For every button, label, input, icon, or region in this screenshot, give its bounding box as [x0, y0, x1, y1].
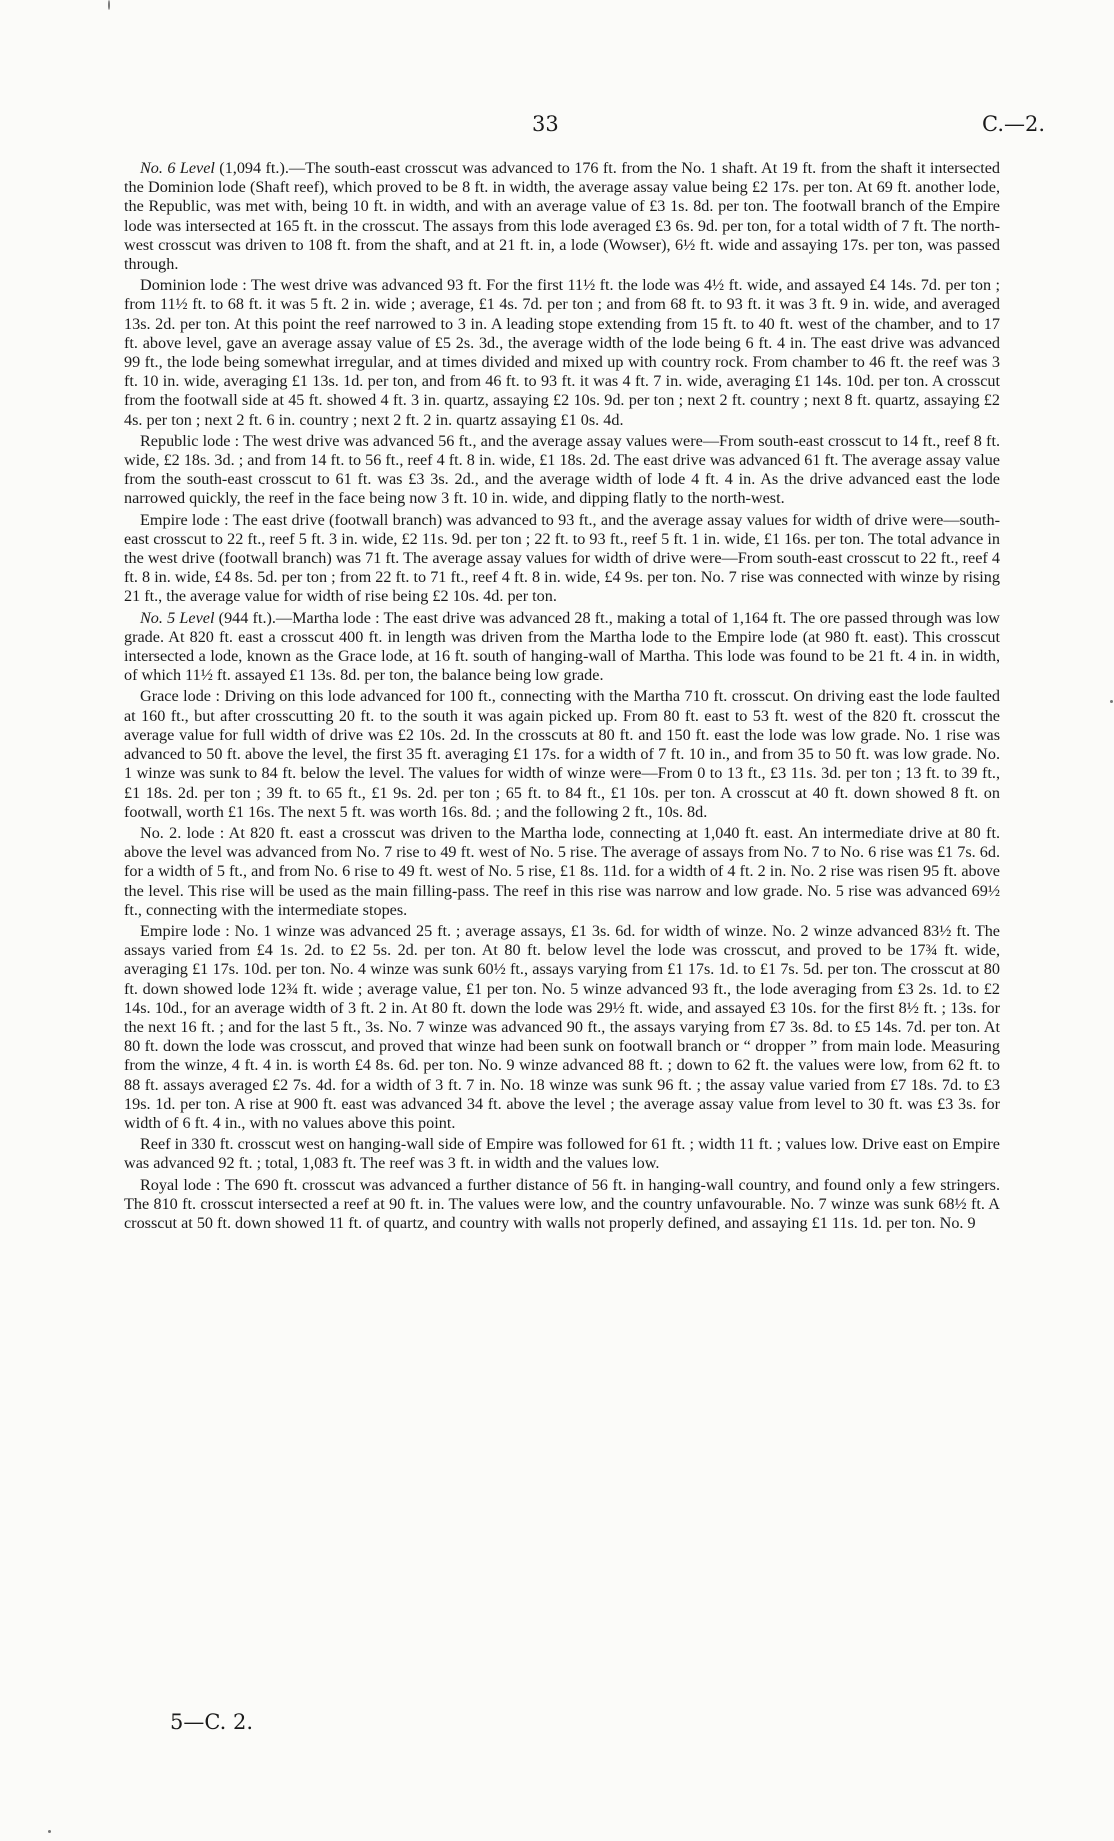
- paragraph: [124, 1135, 1000, 1173]
- document-reference: C.—2.: [982, 112, 1046, 136]
- body-text: [124, 159, 1000, 1235]
- page-number: 33: [532, 112, 559, 136]
- paragraph-text: Royal lode : The 690 ft. crosscut was advanced a further distance of 56 ft. in hanging-wall country, and found only a few stringers. The 810 ft. crosscut intersected a reef at 90 ft. in. The values were low, and the country unfavourable. No. 7 winze was sunk 68½ ft. A crosscut at 50 ft. down showed 11 ft. of quartz, and country with walls not properly defined, and assaying £1 11s. 1d. per ton. No. 9: [124, 1175, 1000, 1232]
- paragraph: [124, 276, 1000, 430]
- paragraph: [124, 159, 1000, 274]
- paragraph: [124, 1176, 1000, 1234]
- scan-speck: [108, 0, 110, 10]
- level-heading: No. 5 Level: [140, 608, 215, 627]
- paragraph-text: Grace lode : Driving on this lode advanced for 100 ft., connecting with the Martha 710 ft. crosscut. On driving east the lode faulted at 160 ft., but after crosscutting 20 ft. to the south it was again picked up. From 80 ft. east to 53 ft. west of the 820 ft. crosscut the average value for full width of drive was £2 10s. 2d. In the crosscuts at 80 ft. and 150 ft. east the lode was low grade. No. 1 rise was advanced to 50 ft. above the level, the first 35 ft. averaging £1 17s. for a width of 7 ft. 10 in., and from 35 to 50 ft. was low grade. No. 1 winze was sunk to 84 ft. below the level. The values for width of winze were—From 0 to 13 ft., £3 11s. 3d. per ton ; 13 ft. to 39 ft., £1 18s. 2d. per ton ; 39 ft. to 65 ft., £1 9s. 2d. per ton ; 65 ft. to 84 ft., £1 10s. per ton. A crosscut at 40 ft. down showed 8 ft. on footwall, worth £1 16s. The next 5 ft. was worth 16s. 8d. ; and the following 2 ft., 10s. 8d.: [124, 687, 1000, 821]
- signature-mark: 5—C. 2.: [170, 1710, 254, 1734]
- scan-speck: [48, 1830, 51, 1833]
- paragraph-text: Reef in 330 ft. crosscut west on hanging-wall side of Empire was followed for 61 ft. ; width 11 ft. ; values low. Drive east on Empire was advanced 92 ft. ; total, 1,083 ft. The reef was 3 ft. in width and the values low.: [124, 1135, 1000, 1173]
- paragraph: [124, 609, 1000, 686]
- paragraph-text: Empire lode : No. 1 winze was advanced 25 ft. ; average assays, £1 3s. 6d. for width of winze. No. 2 winze advanced 83½ ft. The assays varied from £4 1s. 2d. to £2 5s. 2d. per ton. At 80 ft. below level the lode was crosscut, and proved to be 17¾ ft. wide, averaging £1 17s. 10d. per ton. No. 4 winze was sunk 60½ ft., assays varying from £1 17s. 1d. to £1 7s. 5d. per ton. The crosscut at 80 ft. down showed lode 12¾ ft. wide ; average value, £1 per ton. No. 5 winze advanced 93 ft., the lode averaging from £3 2s. 1d. to £2 14s. 10d., for an average width of 3 ft. 2 in. At 80 ft. down the lode was 29½ ft. wide, and assayed £3 10s. for the first 8½ ft. ; 13s. for the next 16 ft. ; and for the last 5 ft., 3s. No. 7 winze was advanced 90 ft., the assays varying from £7 3s. 8d. to £5 14s. 7d. per ton. At 80 ft. down the lode was crosscut, and proved that winze had been sunk on footwall branch or “ dropper ” from main lode. Measuring from the winze, 4 ft. 4 in. is worth £4 8s. 6d. per ton. No. 9 winze advanced 88 ft. ; down to 62 ft. the values were low, from 62 ft. to 88 ft. assays averaged £2 7s. 4d. for a width of 3 ft. 7 in. No. 18 winze was sunk 96 ft. ; the assay value varied from £7 18s. 7d. to £3 19s. 1d. per ton. A rise at 900 ft. east was advanced 34 ft. above the level ; the average assay value from level to 30 ft. was £3 3s. for width of 6 ft. 4 in., with no values above this point.: [124, 921, 1000, 1132]
- paragraph-text: No. 2. lode : At 820 ft. east a crosscut was driven to the Martha lode, connecting at 1,040 ft. east. An intermediate drive at 80 ft. above the level was advanced from No. 7 rise to 49 ft. west of No. 5 rise. The average of assays from No. 7 to No. 6 rise was £1 7s. 6d. for a width of 5 ft., and from No. 6 rise to 49 ft. west of No. 5 rise, £1 8s. 11d. for a width of 4 ft. 2 in. No. 2 rise was risen 95 ft. above the level. This rise will be used as the main filling-pass. The reef in this rise was narrow and low grade. No. 5 rise was advanced 69½ ft., connecting with the intermediate stopes.: [124, 823, 1000, 919]
- paragraph-text: (1,094 ft.).—The south-east crosscut was advanced to 176 ft. from the No. 1 shaft. At 19 ft. from the shaft it intersected the Dominion lode (Shaft reef), which proved to be 8 ft. in width, the average assay value being £2 17s. per ton. At 69 ft. another lode, the Republic, was met with, being 10 ft. in width, and with an average value of £3 1s. 8d. per ton. The footwall branch of the Empire lode was intersected at 165 ft. in the crosscut. The assays from this lode averaged £3 6s. 9d. per ton, for a total width of 7 ft. The north-west crosscut was driven to 108 ft. from the shaft, and at 21 ft. in, a lode (Wowser), 6½ ft. wide and assaying 17s. per ton, was passed through.: [124, 159, 1000, 274]
- paragraph-text: (944 ft.).—Martha lode : The east drive was advanced 28 ft., making a total of 1,164 ft. The ore passed through was low grade. At 820 ft. east a crosscut 400 ft. in length was driven from the Martha lode to the Empire lode (at 980 ft. east). This crosscut intersected a lode, known as the Grace lode, at 16 ft. south of hanging-wall of Martha. This lode was found to be 21 ft. 4 in. in width, of which 11½ ft. assayed £1 13s. 8d. per ton, the balance being low grade.: [124, 608, 1000, 685]
- paragraph: [124, 824, 1000, 920]
- paragraph-text: Republic lode : The west drive was advanced 56 ft., and the average assay values were—From south-east crosscut to 14 ft., reef 8 ft. wide, £2 18s. 3d. ; and from 14 ft. to 56 ft., reef 4 ft. 8 in. wide, £1 18s. 2d. The east drive was advanced 61 ft. The average assay value from the south-east crosscut to 61 ft. was £3 3s. 2d., and the average width of lode 4 ft. 4 in. As the drive advanced east the lode narrowed quickly, the reef in the face being now 3 ft. 10 in. wide, and dipping flatly to the north-west.: [124, 431, 1000, 508]
- paragraph: [124, 432, 1000, 509]
- paragraph: [124, 922, 1000, 1133]
- paragraph: [124, 511, 1000, 607]
- paragraph-text: Empire lode : The east drive (footwall branch) was advanced to 93 ft., and the average assay values for width of drive were—south-east crosscut to 22 ft., reef 5 ft. 3 in. wide, £2 11s. 9d. per ton ; 22 ft. to 93 ft., reef 5 ft. 1 in. wide, £1 16s. per ton. The total advance in the west drive (footwall branch) was 71 ft. The average assay values for width of drive were—From south-east crosscut to 22 ft., reef 4 ft. 8 in. wide, £4 8s. 5d. per ton ; from 22 ft. to 71 ft., reef 4 ft. 8 in. wide, £4 9s. per ton. No. 7 rise was connected with winze by rising 21 ft., the average value for width of rise being £2 10s. 4d. per ton.: [124, 510, 1000, 606]
- level-heading: No. 6 Level: [140, 159, 215, 177]
- paragraph: [124, 687, 1000, 821]
- paragraph-text: Dominion lode : The west drive was advanced 93 ft. For the first 11½ ft. the lode was 4½ ft. wide, and assayed £4 14s. 7d. per ton ; from 11½ ft. to 68 ft. it was 5 ft. 2 in. wide ; average, £1 4s. 7d. per ton ; and from 68 ft. to 93 ft. it was 3 ft. 9 in. wide, and averaged 13s. 2d. per ton. At this point the reef narrowed to 3 in. A leading stope extending from 15 ft. to 40 ft. west of the chamber, and to 17 ft. above level, gave an average assay value of £5 2s. 3d., the average width of the lode being 6 ft. 4 in. The east drive was advanced 99 ft., the lode being somewhat irregular, and at times divided and mixed up with country rock. From chamber to 46 ft. the reef was 3 ft. 10 in. wide, averaging £1 13s. 1d. per ton, and from 46 ft. to 93 ft. it was 4 ft. 7 in. wide, averaging £1 14s. 10d. per ton. A crosscut from the footwall side at 45 ft. showed 4 ft. 3 in. quartz, assaying £2 10s. 9d. per ton ; next 2 ft. country ; next 8 ft. quartz, assaying £2 4s. per ton ; next 2 ft. 6 in. country ; next 2 ft. 2 in. quartz assaying £1 0s. 4d.: [124, 276, 1000, 429]
- scan-speck: [1110, 700, 1113, 703]
